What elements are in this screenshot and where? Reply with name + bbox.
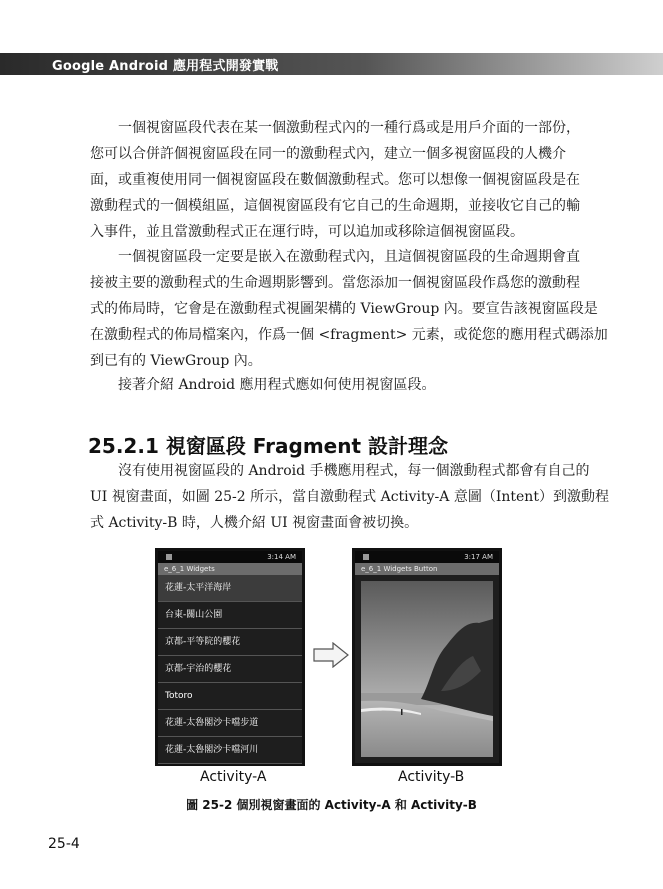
- list-item[interactable]: 京都-宇治的櫻花: [158, 656, 302, 683]
- text-line: 式 Activity-B 時，人機介紹 UI 視窗畫面會被切換。: [90, 515, 419, 531]
- text-line: 接被主要的激動程式的生命週期影響到。當您添加一個視窗區段作爲您的激動程: [90, 275, 580, 291]
- activity-a-label: Activity-A: [200, 769, 267, 785]
- coast-photo: [361, 581, 493, 757]
- phone-screenshot-activity-b: [352, 548, 502, 766]
- section-heading: 25.2.1 視窗區段 Fragment 設計理念: [88, 434, 449, 458]
- app-title-bar: e_6_1 Widgets: [158, 563, 302, 575]
- text-line: 一個視窗區段一定要是嵌入在激動程式內，且這個視窗區段的生命週期會直: [118, 249, 580, 265]
- activity-b-label: Activity-B: [398, 769, 465, 785]
- page-number: 25-4: [48, 836, 80, 852]
- status-time: 3:14 AM: [267, 553, 296, 561]
- list-item[interactable]: 京都-平等院的櫻花: [158, 629, 302, 656]
- status-bar: [355, 551, 499, 563]
- text-line: 式的佈局時，它會是在激動程式視圖架構的 ViewGroup 內。要宣告該視窗區段是: [90, 301, 598, 317]
- right-arrow-icon: [313, 642, 349, 668]
- list-item[interactable]: 花蓮-太魯閣沙卡噹河川: [158, 737, 302, 764]
- paragraph-3: [90, 372, 608, 398]
- phone-screenshot-activity-a: [155, 548, 305, 766]
- list-view: [158, 575, 302, 764]
- text-line: 面，或重複使用同一個視窗區段在數個激動程式。您可以想像一個視窗區段是在: [90, 172, 580, 188]
- status-time: 3:17 AM: [464, 553, 493, 561]
- list-item[interactable]: 花蓮-太平洋海岸: [158, 575, 302, 602]
- notification-icon: [166, 554, 172, 560]
- text-line: 您可以合併許個視窗區段在同一的激動程式內，建立一個多視窗區段的人機介: [90, 146, 566, 162]
- figure-caption: 圖 25-2 個別視窗畫面的 Activity-A 和 Activity-B: [186, 798, 477, 812]
- paragraph-1: [90, 115, 608, 245]
- text-line: UI 視窗畫面，如圖 25-2 所示，當自激動程式 Activity-A 意圖（Intent）到激動程: [90, 489, 609, 505]
- list-item[interactable]: 花蓮-太魯閣沙卡噹步道: [158, 710, 302, 737]
- text-line: 到已有的 ViewGroup 內。: [90, 353, 262, 369]
- text-line: 入事件，並且當激動程式正在運行時，可以追加或移除這個視窗區段。: [90, 224, 524, 240]
- text-line: 激動程式的一個模組區，這個視窗區段有它自己的生命週期，並接收它自己的輸: [90, 198, 580, 214]
- text-line: 接著介紹 Android 應用程式應如何使用視窗區段。: [118, 377, 436, 393]
- status-bar: [158, 551, 302, 563]
- list-item[interactable]: Totoro: [158, 683, 302, 710]
- text-line: 一個視窗區段代表在某一個激動程式內的一種行爲或是用戶介面的一部份，: [118, 120, 580, 136]
- running-header: Google Android 應用程式開發實戰: [52, 59, 279, 74]
- list-item[interactable]: 台東-關山公園: [158, 602, 302, 629]
- notification-icon: [363, 554, 369, 560]
- paragraph-4: [90, 458, 608, 536]
- paragraph-2: [90, 244, 608, 374]
- text-line: 沒有使用視窗區段的 Android 手機應用程式，每一個激動程式都會有自己的: [118, 463, 590, 479]
- coast-photo-image: [361, 581, 493, 757]
- app-title-bar: e_6_1 Widgets Button: [355, 563, 499, 575]
- text-line: 在激動程式的佈局檔案內，作爲一個 <fragment> 元素，或從您的應用程式碼添加: [90, 327, 608, 343]
